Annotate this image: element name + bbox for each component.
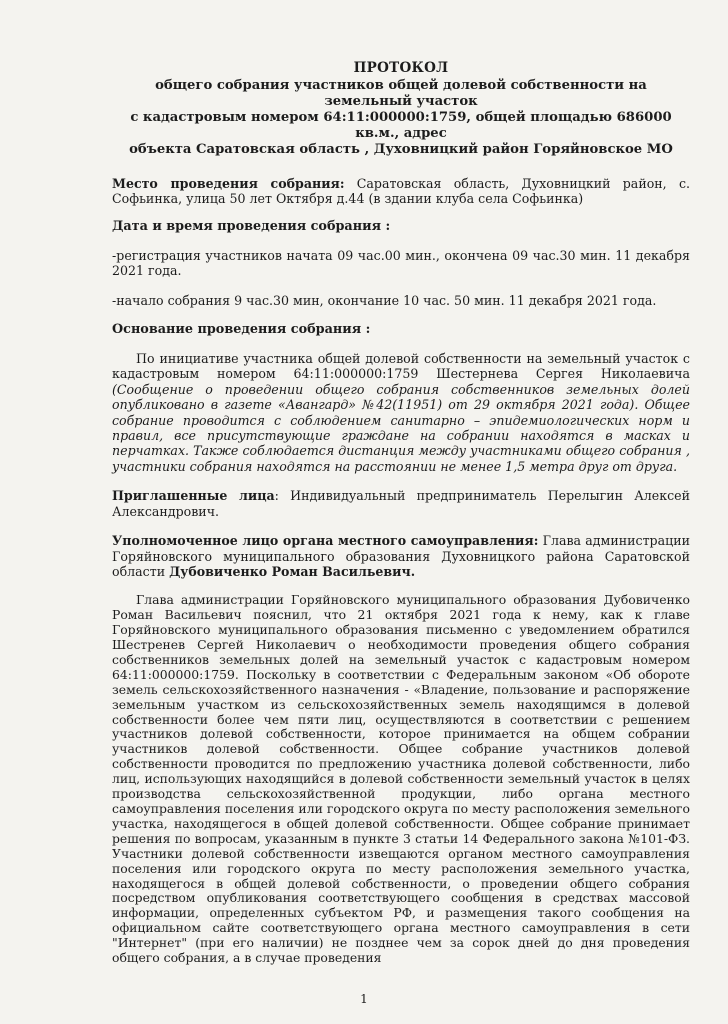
document-subtitle [112, 78, 690, 158]
invited-paragraph [112, 488, 690, 519]
basis-text: По инициативе участника общей долевой собственности на земельный участок с кадастровым номером 64:11:000000:1759 Шестернева Сергея Николаевича [112, 351, 690, 382]
authorized-name: Дубовиченко Роман Васильевич. [169, 563, 416, 579]
basis-heading: Основание проведения собрания : [112, 322, 371, 338]
document-title: ПРОТОКОЛ [353, 60, 449, 76]
place-section [112, 176, 690, 207]
invited-text: : Индивидуальный предприниматель Перелыгин Алексей Александрович. [112, 488, 690, 519]
subtitle-line: общего собрания участников общей долевой собственности на земельный участок [155, 78, 647, 109]
authorized-paragraph [112, 533, 690, 579]
invited-label: Приглашенные лица [112, 488, 275, 504]
basis-paragraph [112, 351, 690, 474]
subtitle-line: объекта Саратовская область , Духовницкий район Горяйновское МО [129, 142, 673, 157]
subtitle-line: с кадастровым номером 64:11:000000:1759, общей площадью 686000 кв.м., адрес [130, 110, 672, 141]
main-paragraph: Глава администрации Горяйновского муниципального образования Дубовиченко Роман Васильевич пояснил, что 21 октября 2021 года к нему, как к главе Горяйновского муниципального образования письменно с уведомлением обратился Шестренев Сергей Николаевич о необходимости проведения общего собрания собственников земельных долей на земельный участок с кадастровым номером 64:11:000000:1759. Поскольку в соответствии с Федеральным законом «Об обороте земель сельскохозяйственного назначения - «Владение, пользование и распоряжение земельным участком из сельскохозяйственных земель находящимся в долевой собственности более чем пяти лиц, осуществляются в соответствии с решением участников долевой собственности, которое принимается на общем собрании участников долевой собственности. Общее собрание участников долевой собственности проводится по предложению участника долевой собственности, либо лиц, использующих находящийся в долевой собственности земельный участок в целях производства сельскохозяйственной продукции, либо органа местного самоуправления поселения или городского округа по месту расположения земельного участка, находящегося в общей долевой собственности. Общее собрание принимает решения по вопросам, указанным в пункте 3 статьи 14 Федерального закона №101-ФЗ. Участники долевой собственности извещаются органом местного самоуправления поселения или городского округа по месту расположения земельного участка, находящегося в общей долевой собственности, о проведении общего собрания посредством опубликования соответствующего сообщения в средствах массовой информации, определенных субъектом РФ, и размещения такого сообщения на официальном сайте соответствующего органа местного самоуправления в сети "Интернет" (при его наличии) не позднее чем за сорок дней до дня проведения общего собрания, а в случае проведения [112, 592, 690, 966]
place-label: Место проведения собрания: [112, 176, 345, 191]
datetime-heading: Дата и время проведения собрания : [112, 218, 391, 234]
authorized-label: Уполномоченное лицо органа местного самоуправления: [112, 533, 539, 549]
page-number: 1 [360, 992, 368, 1006]
basis-italic-text: (Сообщение о проведении общего собрания собственников земельных долей опубликовано в газете «Авангард» №42(11951) от 29 октября 2021 года). Общее собрание проводится с соблюдением санитарно – эпидемиологических норм и правил, все присутствующие граждане на собрании находятся в масках и перчатках. Также соблюдается дистанция между участниками общего собрания , участники собрания находятся на расстоянии не менее 1,5 метра друг от друга. [112, 381, 690, 474]
registration-line: -регистрация участников начата 09 час.00 мин., окончена 09 час.30 мин. 11 декабря 2021 года. [112, 247, 690, 279]
authorized-text: Глава администрации Горяйновского муниципального образования Духовницкого района Саратовской области [112, 533, 691, 579]
place-text: Саратовская область, Духовницкий район, с. Софьинка, улица 50 лет Октября д.44 (в здании клуба села Софьинка) [112, 176, 690, 207]
meeting-time-line: -начало собрания 9 час.30 мин, окончание 10 час. 50 мин. 11 декабря 2021 года. [112, 292, 657, 308]
